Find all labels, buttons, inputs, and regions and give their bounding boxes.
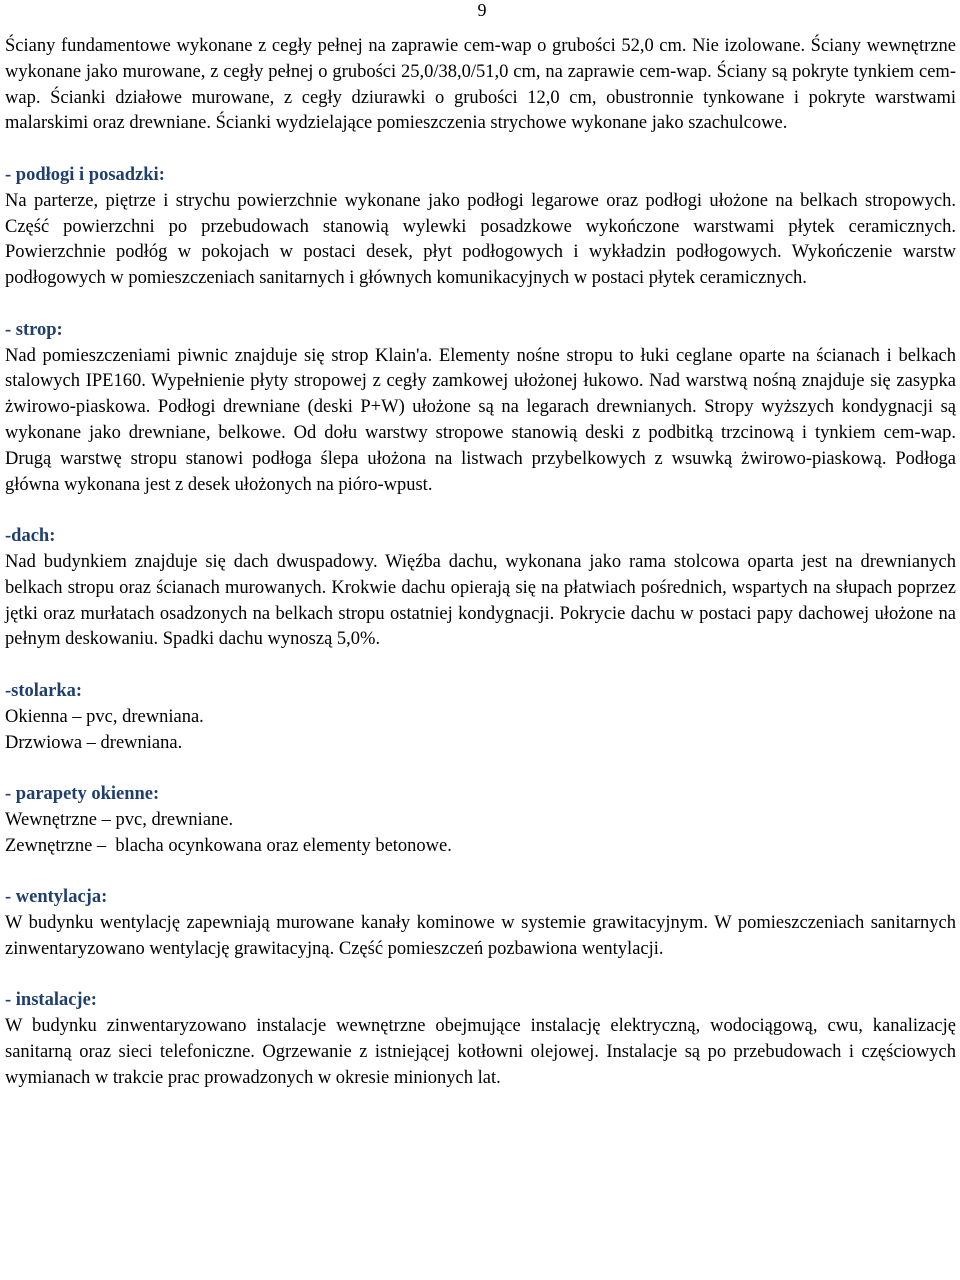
section-installations [5, 988, 956, 1091]
section-heading-floors: - podłogi i posadzki: [5, 164, 165, 185]
joinery-line-windows: Okienna – pvc, drewniana. [5, 706, 204, 727]
section-ventilation [5, 885, 956, 962]
section-heading-sills: - parapety okienne: [5, 784, 160, 805]
sills-line-interior: Wewnętrzne – pvc, drewniane. [5, 809, 234, 830]
section-joinery [5, 679, 956, 756]
intro-paragraph: Ściany fundamentowe wykonane z cegły pełnej na zaprawie cem-wap o grubości 52,0 cm. Nie izolowane. Ściany wewnętrzne wykonane jako murowane, z cegły pełnej o grubości 25,0/38,0/51,0 cm, na zaprawie cem-wap. Ściany są pokryte tynkiem cem-wap. Ścianki działowe murowane, z cegły dziurawki o grubości 12,0 cm, obustronnie tynkowane i pokryte warstwami malarskimi oraz drewniane. Ścianki wydzielające pomieszczenia strychowe wykonane jako szachulcowe. [5, 36, 956, 134]
section-heading-ceiling: - strop: [5, 319, 63, 340]
sills-line-exterior: Zewnętrzne – blacha ocynkowana oraz elementy betonowe. [5, 835, 452, 856]
section-text-installations: W budynku zinwentaryzowano instalacje wewnętrzne obejmujące instalację elektryczną, wodociągową, cwu, kanalizację sanitarną oraz sieci telefoniczne. Ogrzewanie z istniejącej kotłowni olejowej. Instalacje są po przebudowach i częściowych wymianach w trakcie prac prowadzonych w okresie minionych lat. [5, 1016, 956, 1088]
section-floors [5, 163, 956, 292]
section-ceiling [5, 318, 956, 499]
section-heading-ventilation: - wentylacja: [5, 887, 108, 908]
section-heading-installations: - instalacje: [5, 990, 97, 1011]
joinery-line-doors: Drzwiowa – drewniana. [5, 732, 183, 753]
section-text-floors: Na parterze, piętrze i strychu powierzchnie wykonane jako podłogi legarowe oraz podłogi ułożone na belkach stropowych. Część powierzchni po przebudowach stanowią wylewki posadzkowe wykończone warstwami płytek ceramicznych. Powierzchnie podłóg w pokojach w postaci desek, płyt podłogowych i wykładzin podłogowych. Wykończenie warstw podłogowych w pomieszczeniach sanitarnych i głównych komunikacyjnych w postaci płytek ceramicznych. [5, 190, 956, 289]
section-text-roof: Nad budynkiem znajduje się dach dwuspadowy. Więźba dachu, wykonana jako rama stolcowa oparta jest na drewnianych belkach stropu oraz ścianach murowanych. Krokwie dachu opierają się na płatwiach pośrednich, wspartych na słupach poprzez jętki oraz murłatach osadzonych na belkach stropu ostatniej kondygnacji. Pokrycie dachu w postaci papy dachowej ułożone na pełnym deskowaniu. Spadki dachu wynoszą 5,0%. [5, 551, 956, 650]
section-roof [5, 524, 956, 653]
section-sills [5, 782, 956, 859]
section-heading-joinery: -stolarka: [5, 680, 83, 701]
section-heading-roof: -dach: [5, 526, 56, 547]
section-text-ventilation: W budynku wentylację zapewniają murowane kanały kominowe w systemie grawitacyjnym. W pomieszczeniach sanitarnych zinwentaryzowano wentylację grawitacyjną. Część pomieszczeń pozbawiona wentylacji. [5, 913, 956, 959]
section-text-ceiling: Nad pomieszczeniami piwnic znajduje się strop Klain'a. Elementy nośne stropu to łuki ceglane oparte na ścianach i belkach stalowych IPE160. Wypełnienie płyty stropowej z cegły zamkowej ułożonej łukowo. Nad warstwą nośną znajduje się zasypka żwirowo-piaskowa. Podłogi drewniane (deski P+W) ułożone są na legarach drewnianych. Stropy wyższych kondygnacji są wykonane jako drewniane, belkowe. Od dołu warstwy stropowe stanowią deski z podbitką trzcinową i tynkiem cem-wap. Drugą warstwę stropu stanowi podłoga ślepa ułożona na listwach przybelkowych z wsuwką żwirowo-piaskową. Podłoga główna wykonana jest z desek ułożonych na pióro-wpust. [5, 345, 956, 495]
page-number: 9 [477, 0, 487, 20]
